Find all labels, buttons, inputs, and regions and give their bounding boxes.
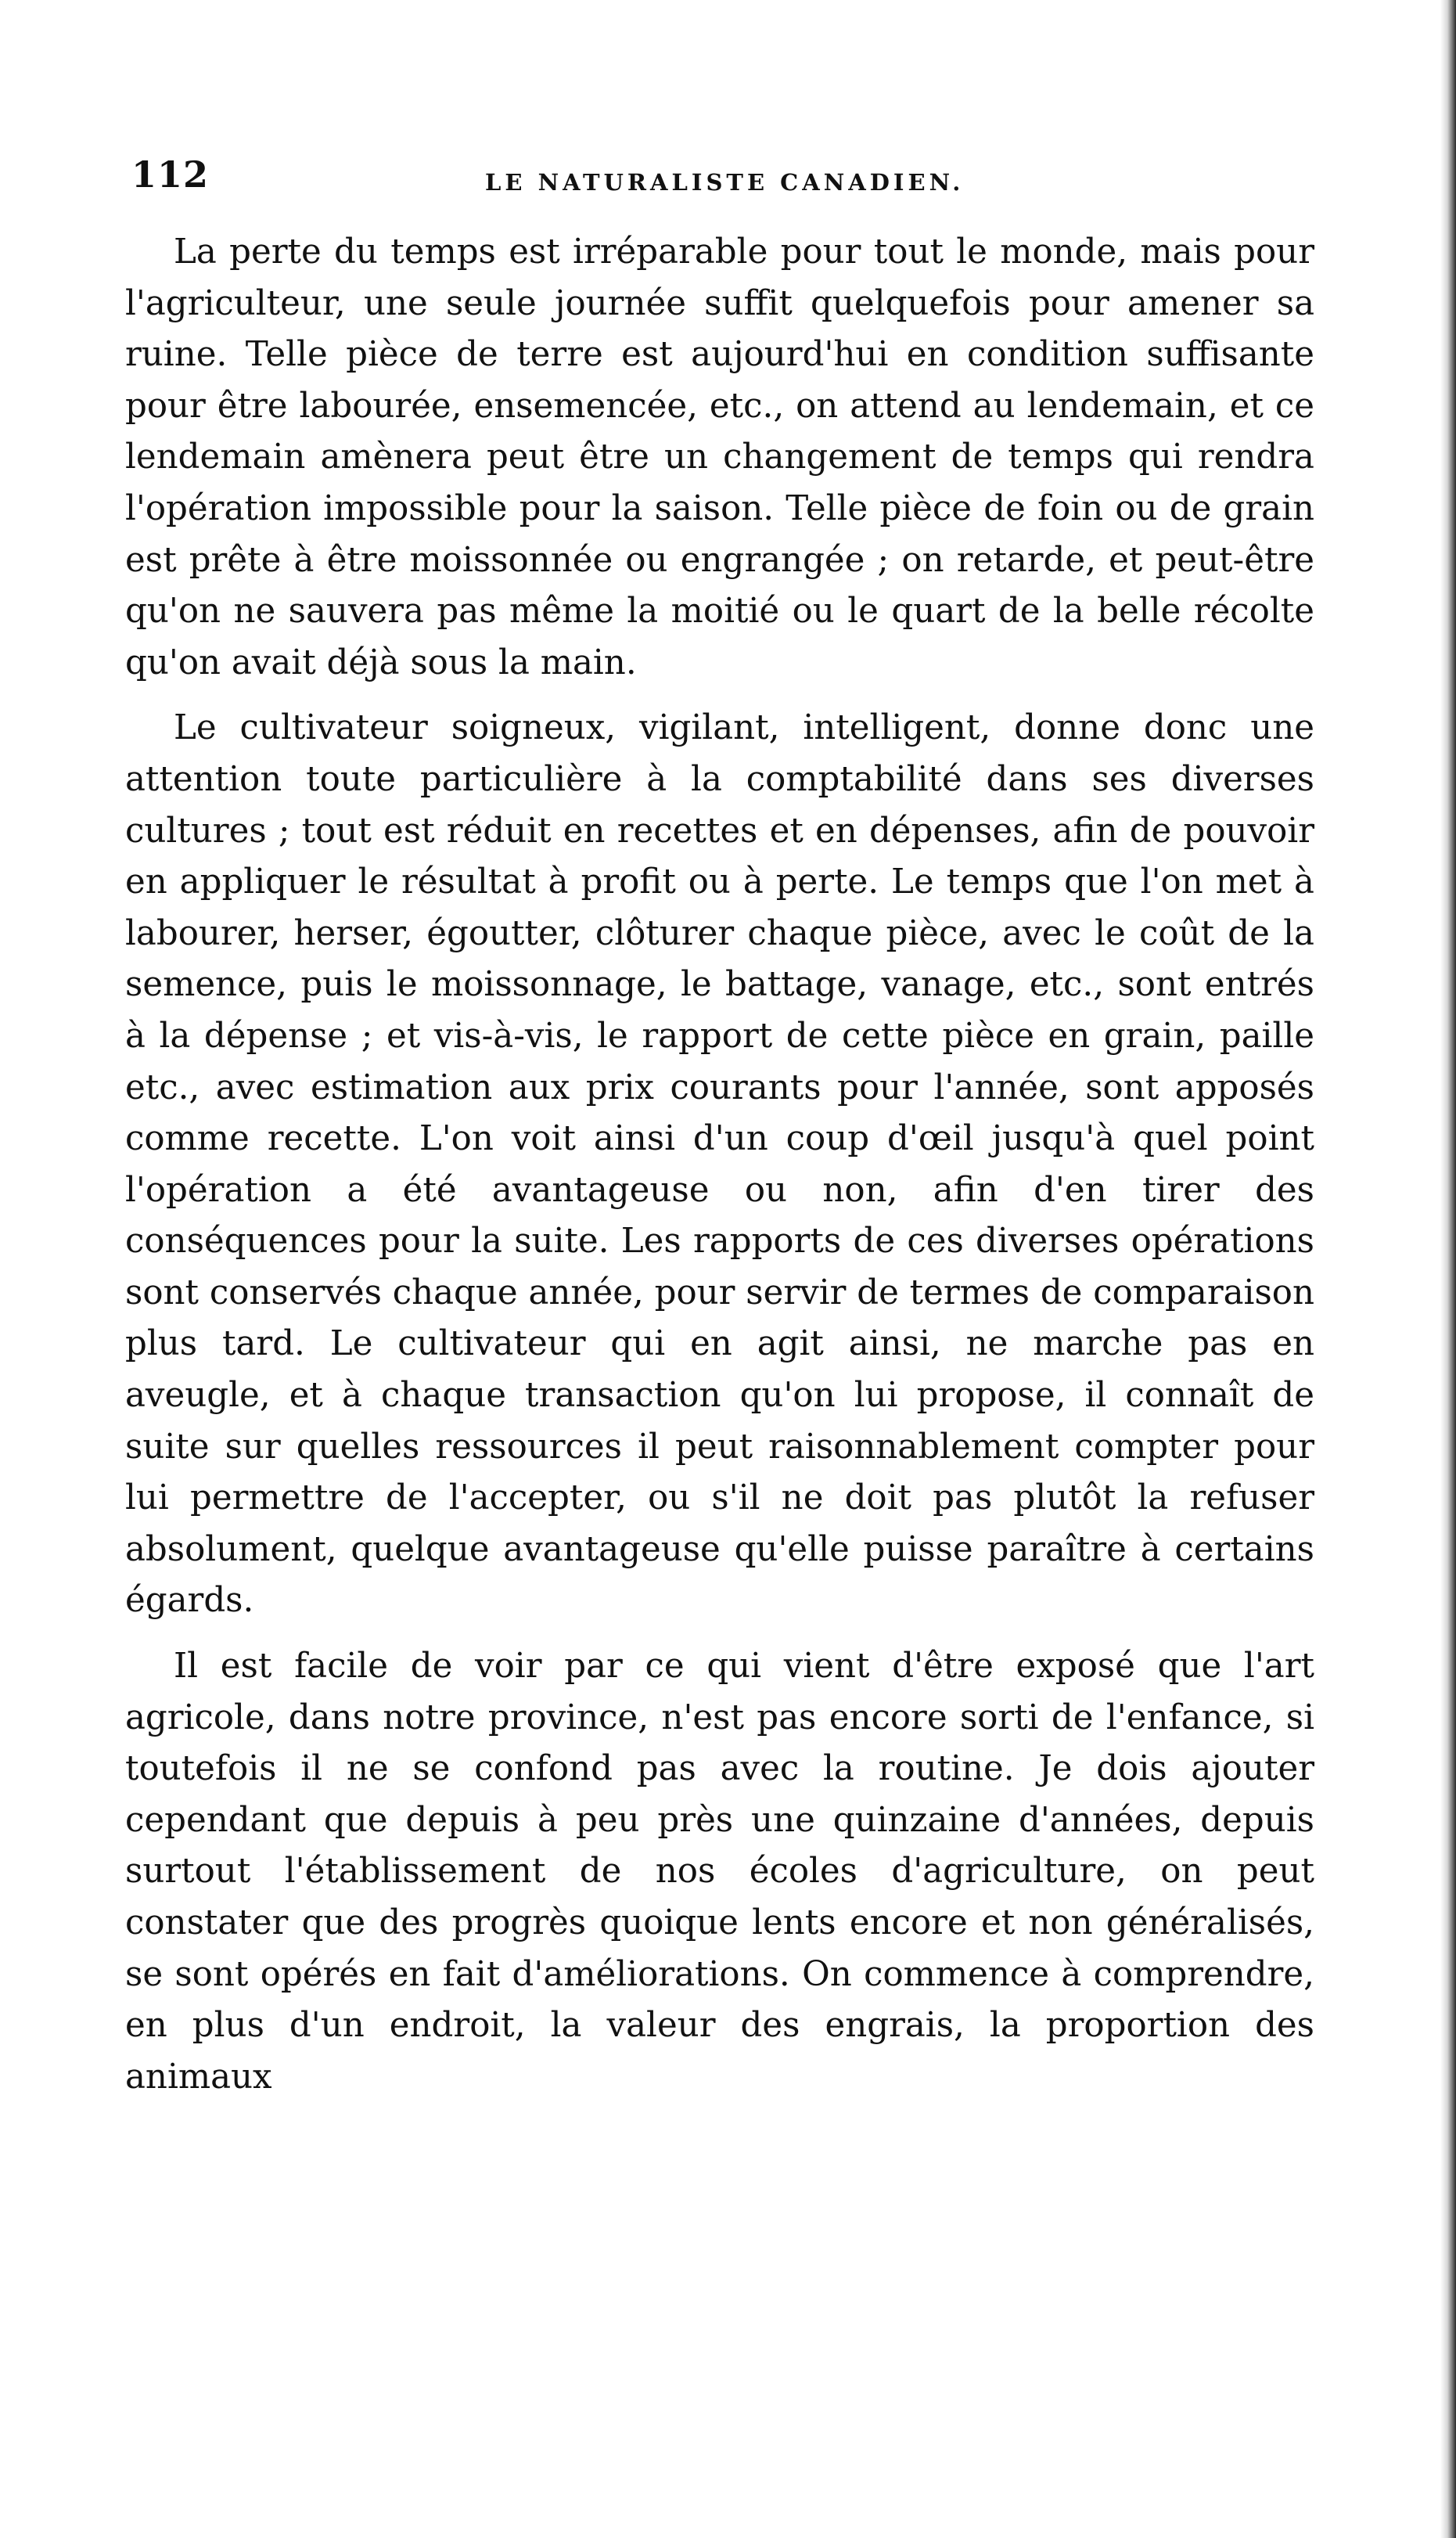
page-number: 112 (131, 153, 210, 196)
page-header (125, 149, 1314, 211)
page-edge-shadow (1440, 0, 1456, 2538)
paragraph-2: Le cultivateur soigneux, vigilant, intelligent, donne donc une attention toute particulière à la comptabilité dans ses diverses cultures ; tout est réduit en recettes et en dépenses, afin de pouvoir en appliquer le résultat à profit ou à perte. Le temps que l'on met à labourer, herser, égoutter, clôturer chaque pièce, avec le coût de la semence, puis le moissonnage, le battage, vanage, etc., sont entrés à la dépense ; et vis-à-vis, le rapport de cette pièce en grain, paille etc., avec estimation aux prix courants pour l'année, sont apposés comme recette. L'on voit ainsi d'un coup d'œil jusqu'à quel point l'opération a été avantageuse ou non, afin d'en tirer des conséquences pour la suite. Les rapports de ces diverses opérations sont conservés chaque année, pour servir de termes de comparaison plus tard. Le cultivateur qui en agit ainsi, ne marche pas en aveugle, et à chaque transaction qu'on lui propose, il connaît de suite sur quelles ressources il peut raisonnablement compter pour lui permettre de l'accepter, ou s'il ne doit pas plutôt la refuser absolument, quelque avantageuse qu'elle puisse paraître à certains égards. (125, 708, 1314, 1621)
paragraph-1: La perte du temps est irréparable pour tout le monde, mais pour l'agriculteur, une seule journée suffit quelquefois pour amener sa ruine. Telle pièce de terre est aujourd'hui en condition suffisante pour être labourée, ensemencée, etc., on attend au lendemain, et ce lendemain amènera peut être un changement de temps qui rendra l'opération impossible pour la saison. Telle pièce de foin ou de grain est prête à être moissonnée ou engrangée ; on retarde, et peut-être qu'on ne sauvera pas même la moitié ou le quart de la belle récolte qu'on avait déjà sous la main. (125, 232, 1314, 682)
running-title: LE NATURALISTE CANADIEN. (485, 169, 965, 196)
body-text (125, 227, 1314, 2117)
paragraph-3: Il est facile de voir par ce qui vient d'être exposé que l'art agricole, dans notre province, n'est pas encore sorti de l'enfance, si toutefois il ne se confond pas avec la routine. Je dois ajouter cependant que depuis à peu près une quinzaine d'années, depuis surtout l'établissement de nos écoles d'agriculture, on peut constater que des progrès quoique lents encore et non généralisés, se sont opérés en fait d'améliorations. On commence à comprendre, en plus d'un endroit, la valeur des engrais, la proportion des animaux (125, 1647, 1314, 2097)
